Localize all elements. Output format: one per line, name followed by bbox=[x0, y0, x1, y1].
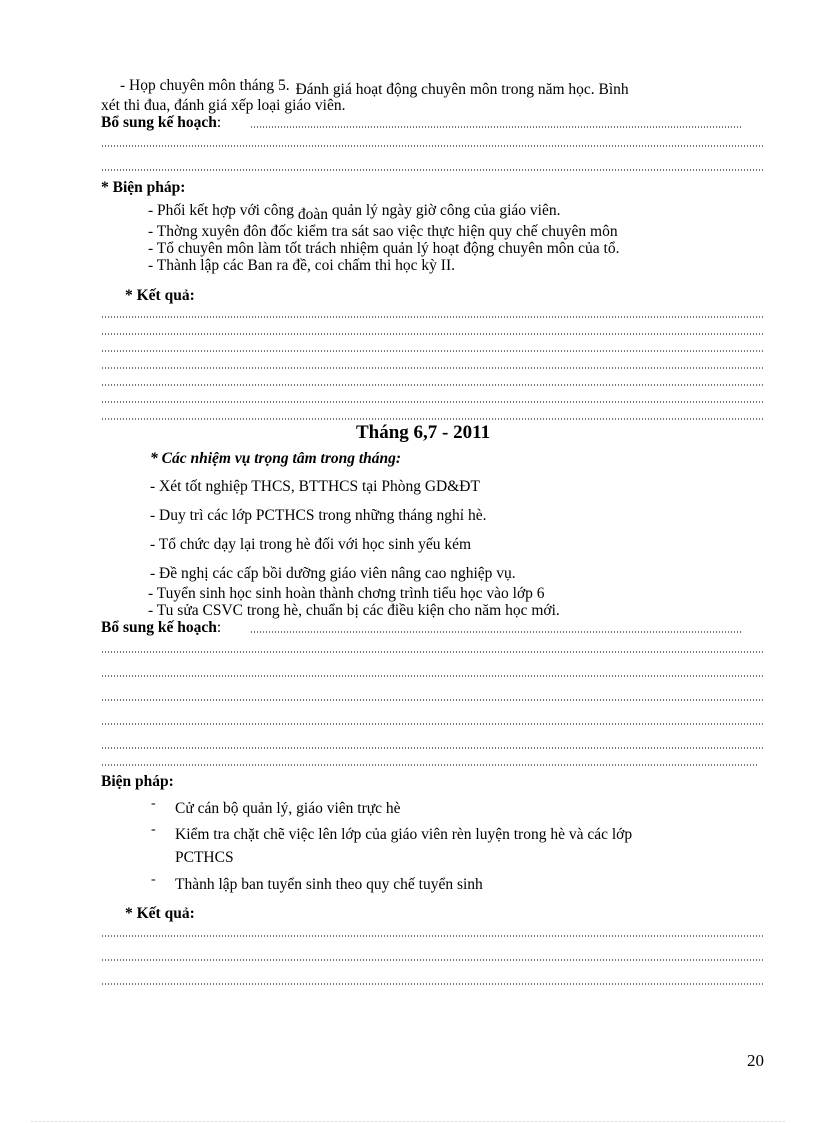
supplement-colon: : bbox=[216, 619, 222, 636]
blank-line bbox=[101, 651, 763, 653]
blank-line bbox=[101, 350, 763, 352]
blank-line bbox=[101, 316, 763, 318]
measure-item: Thành lập ban tuyển sinh theo quy chế tuyển sinh bbox=[175, 876, 483, 893]
meeting-label: - Họp chuyên môn tháng 5. bbox=[120, 77, 290, 94]
month-title: Tháng 6,7 - 2011 bbox=[356, 422, 491, 443]
supplement-plan-title: Bổ sung kế hoạch bbox=[101, 114, 217, 131]
supplement-colon: : bbox=[216, 114, 222, 131]
measures-heading: * Biện pháp: bbox=[101, 179, 186, 196]
measures-heading: Biện pháp: bbox=[101, 773, 174, 790]
blank-line bbox=[101, 169, 763, 171]
bullet-dash: - bbox=[151, 822, 156, 837]
meeting-text: Đánh giá hoạt động chuyên môn trong năm học. Bình bbox=[295, 81, 629, 98]
measure-item: Cử cán bộ quản lý, giáo viên trực hè bbox=[175, 800, 401, 817]
blank-line bbox=[101, 401, 763, 403]
measure-subword: đoàn bbox=[297, 206, 328, 223]
supplement-plan-label bbox=[101, 115, 221, 131]
blank-line bbox=[101, 418, 763, 420]
supplement-plan-title: Bổ sung kế hoạch bbox=[101, 619, 217, 636]
measure-item bbox=[148, 202, 561, 223]
measure-item: - Thờng xuyên đôn đốc kiểm tra sát sao việc thực hiện quy chế chuyên môn bbox=[148, 223, 618, 240]
bullet-dash: - bbox=[151, 872, 156, 887]
task-item: - Tổ chức dạy lại trong hè đối với học sinh yếu kém bbox=[150, 536, 472, 553]
blank-line bbox=[101, 747, 763, 749]
task-item: - Đề nghị các cấp bồi dưỡng giáo viên nâng cao nghiệp vụ. bbox=[150, 565, 516, 582]
tasks-heading: * Các nhiệm vụ trọng tâm trong tháng: bbox=[150, 450, 402, 467]
results-heading: * Kết quả: bbox=[125, 287, 195, 304]
blank-line bbox=[101, 367, 763, 369]
blank-line bbox=[101, 935, 763, 937]
task-item: - Duy trì các lớp PCTHCS trong những tháng nghỉ hè. bbox=[150, 507, 487, 524]
page-bottom-edge bbox=[30, 1121, 786, 1122]
supplement-plan-label bbox=[101, 620, 221, 636]
page-number: 20 bbox=[747, 1051, 764, 1070]
measure-item-continued: PCTHCS bbox=[175, 849, 234, 866]
blank-line bbox=[101, 145, 763, 147]
blank-line bbox=[101, 675, 763, 677]
measure-item: Kiểm tra chặt chẽ việc lên lớp của giáo viên rèn luyện trong hè và các lớp bbox=[175, 826, 633, 843]
meeting-line-1 bbox=[120, 77, 629, 98]
measure-text: - Phối kết hợp với công bbox=[148, 202, 294, 219]
blank-line bbox=[101, 699, 763, 701]
bullet-dash: - bbox=[151, 796, 156, 811]
measure-tail: quản lý ngày giờ công của giáo viên. bbox=[331, 202, 561, 219]
task-item: - Tuyển sinh học sinh hoàn thành chơng trình tiểu học vào lớp 6 bbox=[148, 585, 545, 602]
measure-item: - Thành lập các Ban ra đề, coi chấm thi học kỳ II. bbox=[148, 257, 456, 274]
blank-line bbox=[101, 764, 757, 766]
blank-line bbox=[101, 983, 763, 985]
task-item: - Tu sửa CSVC trong hè, chuẩn bị các điều kiện cho năm học mới. bbox=[148, 602, 560, 619]
supplement-fill-line bbox=[250, 126, 743, 128]
blank-line bbox=[101, 384, 763, 386]
blank-line bbox=[101, 723, 763, 725]
blank-line bbox=[101, 959, 763, 961]
meeting-line-2: xét thi đua, đánh giá xếp loại giáo viên. bbox=[101, 97, 346, 114]
blank-line bbox=[101, 333, 763, 335]
results-heading: * Kết quả: bbox=[125, 905, 195, 922]
supplement-fill-line bbox=[250, 631, 743, 633]
task-item: - Xét tốt nghiệp THCS, BTTHCS tại Phòng GD&ĐT bbox=[150, 478, 480, 495]
measure-item: - Tổ chuyên môn làm tốt trách nhiệm quản lý hoạt động chuyên môn của tổ. bbox=[148, 240, 620, 257]
